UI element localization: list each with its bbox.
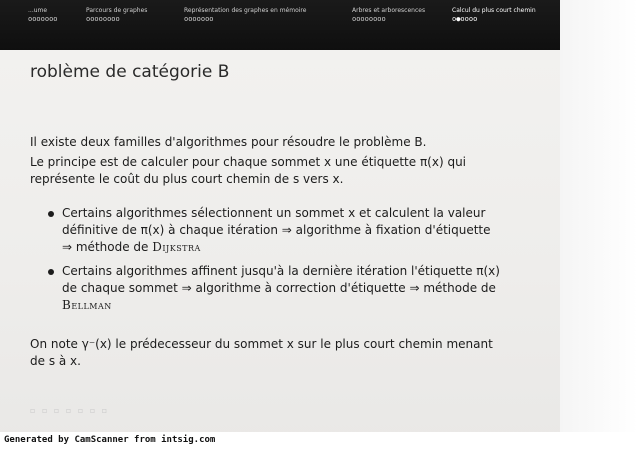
footer-text: Generated by CamScanner from intsig.com — [4, 435, 216, 445]
nav-item-4-active[interactable] — [452, 7, 536, 23]
list-item-line1: Certains algorithmes affinent jusqu'à la dernière itération l'étiquette π(x) — [62, 264, 500, 278]
bleed-through-marks: ▫ ▫ ▫ ▫ ▫ ▫ ▫ — [30, 406, 110, 415]
list-item-line3 — [62, 239, 528, 256]
list-item-line2: définitive de π(x) à chaque itération ⇒ algorithme à fixation d'étiquette — [62, 223, 491, 237]
section-navbar — [0, 0, 560, 50]
nav-label: Parcours de graphes — [86, 7, 148, 14]
nav-progress-dots: o●oooo — [452, 15, 478, 23]
list-item — [48, 263, 528, 314]
nav-label: Calcul du plus court chemin — [452, 7, 536, 14]
paragraph-predecessor-line2: de s à x. — [30, 354, 81, 368]
slide-title: roblème de catégorie B — [30, 62, 230, 82]
paragraph-predecessor-line1: On note γ⁻(x) le prédecesseur du sommet x sur le plus court chemin menant — [30, 337, 493, 351]
bullet-icon — [48, 211, 54, 217]
nav-label: ...ume — [28, 7, 48, 14]
nav-label: Représentation des graphes en mémoire — [184, 7, 307, 14]
list-item — [48, 205, 528, 256]
paragraph-predecessor — [30, 336, 540, 370]
paragraph-principle-line1: Le principe est de calculer pour chaque sommet x une étiquette π(x) qui — [30, 155, 467, 169]
nav-item-2[interactable] — [184, 7, 306, 23]
nav-item-1[interactable] — [86, 7, 147, 23]
method-name: Dijkstra — [152, 240, 201, 254]
paragraph-principle — [30, 154, 540, 188]
nav-item-0[interactable] — [28, 7, 58, 23]
nav-progress-dots: oooooooo — [86, 15, 120, 23]
paragraph-principle-line2: représente le coût du plus court chemin de s vers x. — [30, 172, 344, 186]
nav-progress-dots: oooooooo — [352, 15, 386, 23]
scanner-footer — [0, 432, 638, 451]
paragraph-intro: Il existe deux familles d'algorithmes pour résoudre le problème B. — [30, 135, 427, 149]
page-edge — [560, 0, 638, 451]
nav-progress-dots: ooooooo — [184, 15, 214, 23]
method-name: Bellman — [62, 298, 112, 312]
nav-progress-dots: ooooooo — [28, 15, 58, 23]
nav-item-3[interactable] — [352, 7, 425, 23]
nav-label: Arbres et arborescences — [352, 7, 426, 14]
algorithm-list — [48, 205, 528, 321]
bullet-icon — [48, 269, 54, 275]
list-item-line1: Certains algorithmes sélectionnent un sommet x et calculent la valeur — [62, 206, 486, 220]
list-item-prefix: ⇒ méthode de — [62, 240, 153, 254]
list-item-line2: de chaque sommet ⇒ algorithme à correction d'étiquette ⇒ méthode de — [62, 281, 496, 295]
